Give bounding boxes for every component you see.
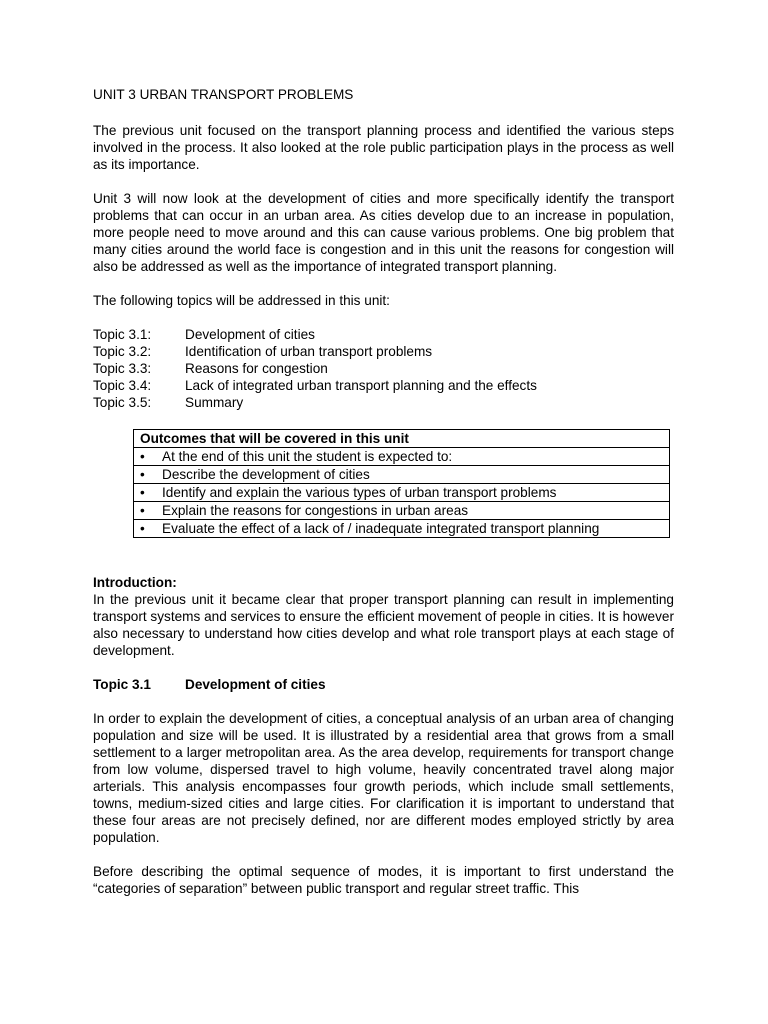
topic-number: Topic 3.4:	[93, 378, 152, 393]
topic-number: Topic 3.3:	[93, 361, 152, 376]
bullet-icon: •	[140, 521, 145, 536]
outcome-cell	[134, 502, 670, 520]
outcomes-header-row	[134, 430, 670, 448]
outcome-text: Explain the reasons for congestions in urban areas	[162, 503, 469, 518]
topic-3-1-number: Topic 3.1	[93, 677, 151, 692]
outcomes-header: Outcomes that will be covered in this unit	[134, 430, 670, 448]
outcome-text: At the end of this unit the student is expected to:	[162, 449, 453, 464]
topic-title: Lack of integrated urban transport planning and the effects	[185, 378, 537, 393]
outcomes-table	[133, 429, 670, 538]
unit-title: UNIT 3 URBAN TRANSPORT PROBLEMS	[93, 87, 354, 102]
intro-paragraph-1: The previous unit focused on the transport planning process and identified the various steps involved in the process. It also looked at the role public participation plays in the process as well as its importance.	[93, 123, 674, 172]
outcome-cell	[134, 466, 670, 484]
topics-intro: The following topics will be addressed in this unit:	[93, 293, 390, 308]
intro-paragraph-2: Unit 3 will now look at the development of cities and more specifically identify the transport problems that can occur in an urban area. As cities develop due to an increase in population, more people need to move around and this can cause various problems. One big problem that many cities around the world face is congestion and in this unit the reasons for congestion will also be addressed as well as the importance of integrated transport planning.	[93, 191, 674, 274]
table-row	[134, 520, 670, 538]
introduction-title: Introduction:	[93, 575, 177, 590]
topic-item	[93, 343, 674, 360]
bullet-icon: •	[140, 467, 145, 482]
development-paragraph-1: In order to explain the development of cities, a conceptual analysis of an urban area of changing population and size will be used. It is illustrated by a residential area that grows from a small settlement to a larger metropolitan area. As the area develop, requirements for transport change from low volume, dispersed travel to high volume, heavily concentrated travel along major arterials. This analysis encompasses four growth periods, which include small settlements, towns, medium-sized cities and large cities. For clarification it is important to understand that these four areas are not precisely defined, nor are different modes employed strictly by area population.	[93, 711, 674, 845]
topic-title: Summary	[185, 395, 244, 410]
topic-title: Identification of urban transport problems	[185, 344, 433, 359]
topic-item	[93, 360, 674, 377]
bullet-icon: •	[140, 503, 145, 518]
bullet-icon: •	[140, 449, 145, 464]
outcome-cell	[134, 484, 670, 502]
topic-title: Development of cities	[185, 327, 315, 342]
development-paragraph-2: Before describing the optimal sequence of modes, it is important to first understand the “categories of separation” between public transport and regular street traffic. This	[93, 864, 674, 896]
outcome-cell	[134, 448, 670, 466]
table-row	[134, 448, 670, 466]
topic-number: Topic 3.2:	[93, 344, 152, 359]
outcome-text: Identify and explain the various types of urban transport problems	[162, 485, 557, 500]
topic-item	[93, 326, 674, 343]
document-page	[93, 86, 674, 914]
topic-item	[93, 377, 674, 394]
topic-3-1-heading	[93, 676, 674, 693]
table-row	[134, 502, 670, 520]
outcome-cell	[134, 520, 670, 538]
topic-3-1-title: Development of cities	[185, 677, 326, 692]
topic-number: Topic 3.1:	[93, 327, 152, 342]
table-row	[134, 484, 670, 502]
bullet-icon: •	[140, 485, 145, 500]
table-row	[134, 466, 670, 484]
topic-number: Topic 3.5:	[93, 395, 152, 410]
topics-list	[93, 326, 674, 411]
topic-title: Reasons for congestion	[185, 361, 328, 376]
topic-item	[93, 394, 674, 411]
outcome-text: Evaluate the effect of a lack of / inadequate integrated transport planning	[162, 521, 600, 536]
introduction-paragraph: In the previous unit it became clear that proper transport planning can result in implementing transport systems and services to ensure the efficient movement of people in cities. It is however also necessary to understand how cities develop and what role transport plays at each stage of development.	[93, 592, 674, 658]
outcome-text: Describe the development of cities	[162, 467, 370, 482]
